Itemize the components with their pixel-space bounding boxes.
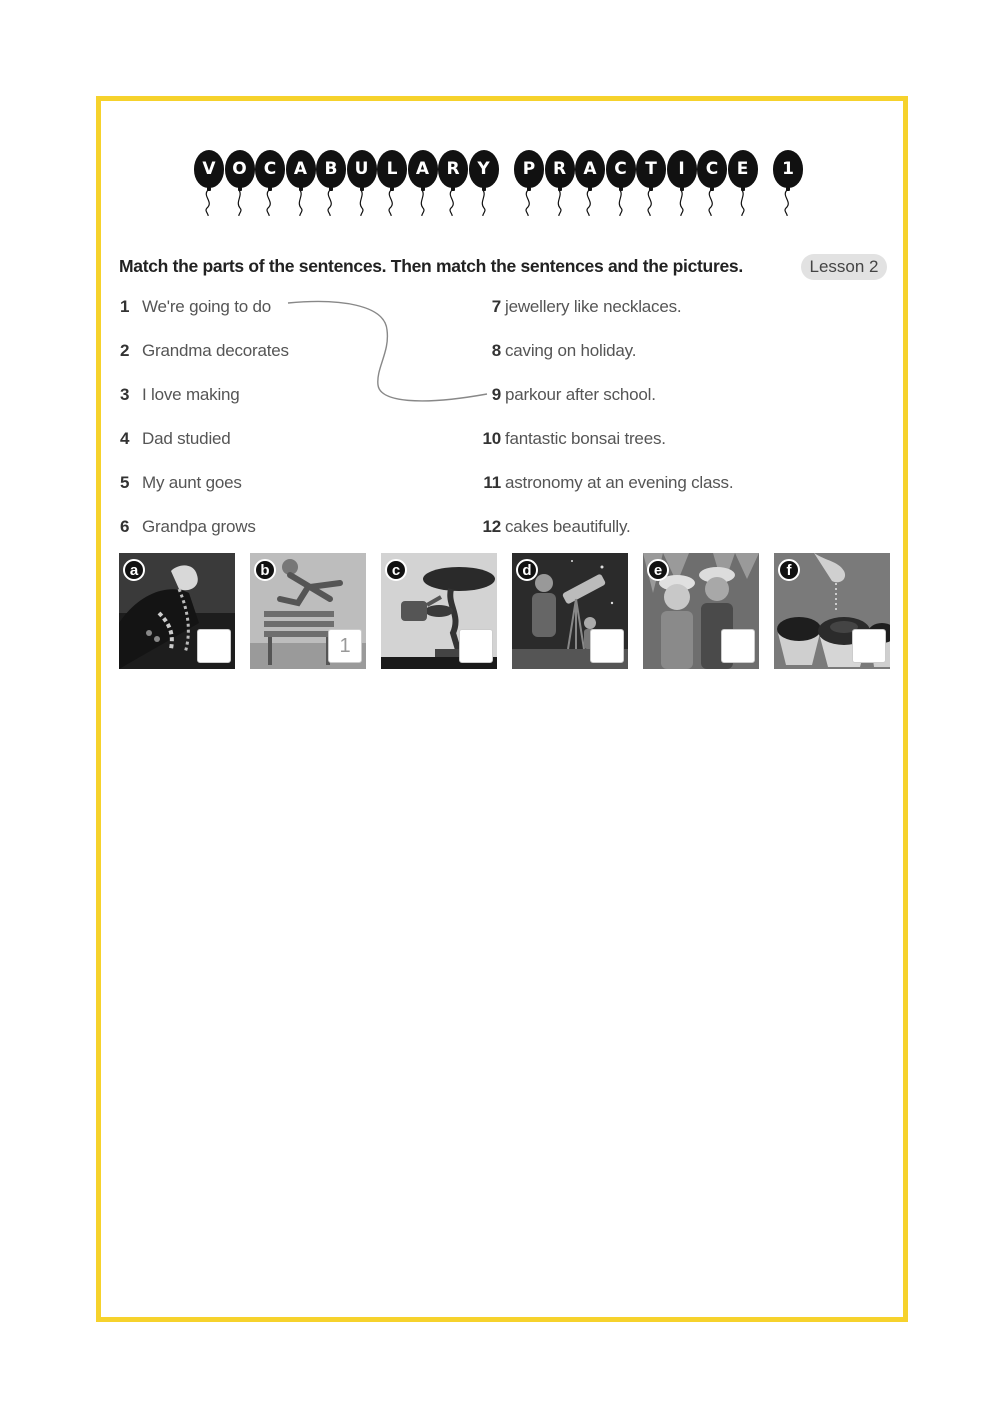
picture-letter-badge: b bbox=[254, 559, 276, 581]
balloon-letter: I bbox=[667, 150, 697, 216]
exercise-instruction: Match the parts of the sentences. Then match the sentences and the pictures. bbox=[119, 256, 743, 276]
balloon-letter: 1 bbox=[773, 150, 803, 216]
answer-box[interactable] bbox=[590, 629, 624, 663]
answer-box[interactable] bbox=[197, 629, 231, 663]
balloon-letter: P bbox=[514, 150, 544, 216]
picture-letter-badge: a bbox=[123, 559, 145, 581]
right-item-7: 7 jewellery like necklaces. bbox=[491, 297, 682, 316]
balloon-letter: C bbox=[606, 150, 636, 216]
lesson-badge: Lesson 2 bbox=[801, 254, 887, 280]
right-item-9: 9 parkour after school. bbox=[491, 385, 656, 404]
balloon-letter: C bbox=[697, 150, 727, 216]
picture-letter-badge: c bbox=[385, 559, 407, 581]
left-item-3: 3 I love making bbox=[120, 385, 240, 404]
answer-box[interactable] bbox=[852, 629, 886, 663]
balloon-letter: O bbox=[225, 150, 255, 216]
picture-c[interactable] bbox=[381, 553, 497, 669]
balloon-letter: A bbox=[408, 150, 438, 216]
right-item-10: 10 fantastic bonsai trees. bbox=[482, 429, 666, 448]
balloon-letter: L bbox=[377, 150, 407, 216]
balloon-letter: Y bbox=[469, 150, 499, 216]
right-item-12: 12 cakes beautifully. bbox=[482, 517, 631, 536]
picture-f[interactable] bbox=[774, 553, 890, 669]
left-item-5: 5 My aunt goes bbox=[120, 473, 242, 492]
left-item-1: 1 We're going to do bbox=[120, 297, 272, 316]
balloon-letter: R bbox=[438, 150, 468, 216]
picture-letter-badge: f bbox=[778, 559, 800, 581]
left-item-6: 6 Grandpa grows bbox=[120, 517, 256, 536]
balloon-letter: E bbox=[728, 150, 758, 216]
picture-d[interactable] bbox=[512, 553, 628, 669]
answer-box[interactable] bbox=[459, 629, 493, 663]
picture-e[interactable] bbox=[643, 553, 759, 669]
left-item-4: 4 Dad studied bbox=[120, 429, 231, 448]
picture-b[interactable] bbox=[250, 553, 366, 669]
right-item-8: 8 caving on holiday. bbox=[491, 341, 637, 360]
answer-box[interactable] bbox=[721, 629, 755, 663]
balloon-letter: B bbox=[316, 150, 346, 216]
balloon-letter: A bbox=[286, 150, 316, 216]
answer-box[interactable]: 1 bbox=[328, 629, 362, 663]
balloon-letter: R bbox=[545, 150, 575, 216]
balloon-letter: U bbox=[347, 150, 377, 216]
left-item-2: 2 Grandma decorates bbox=[120, 341, 289, 360]
balloon-letter: C bbox=[255, 150, 285, 216]
right-item-11: 11 astronomy at an evening class. bbox=[483, 473, 734, 492]
balloon-letter: T bbox=[636, 150, 666, 216]
picture-letter-badge: d bbox=[516, 559, 538, 581]
picture-letter-badge: e bbox=[647, 559, 669, 581]
balloon-letter: V bbox=[194, 150, 224, 216]
example-match-line bbox=[0, 0, 1000, 600]
picture-a[interactable] bbox=[119, 553, 235, 669]
balloon-letter: A bbox=[575, 150, 605, 216]
